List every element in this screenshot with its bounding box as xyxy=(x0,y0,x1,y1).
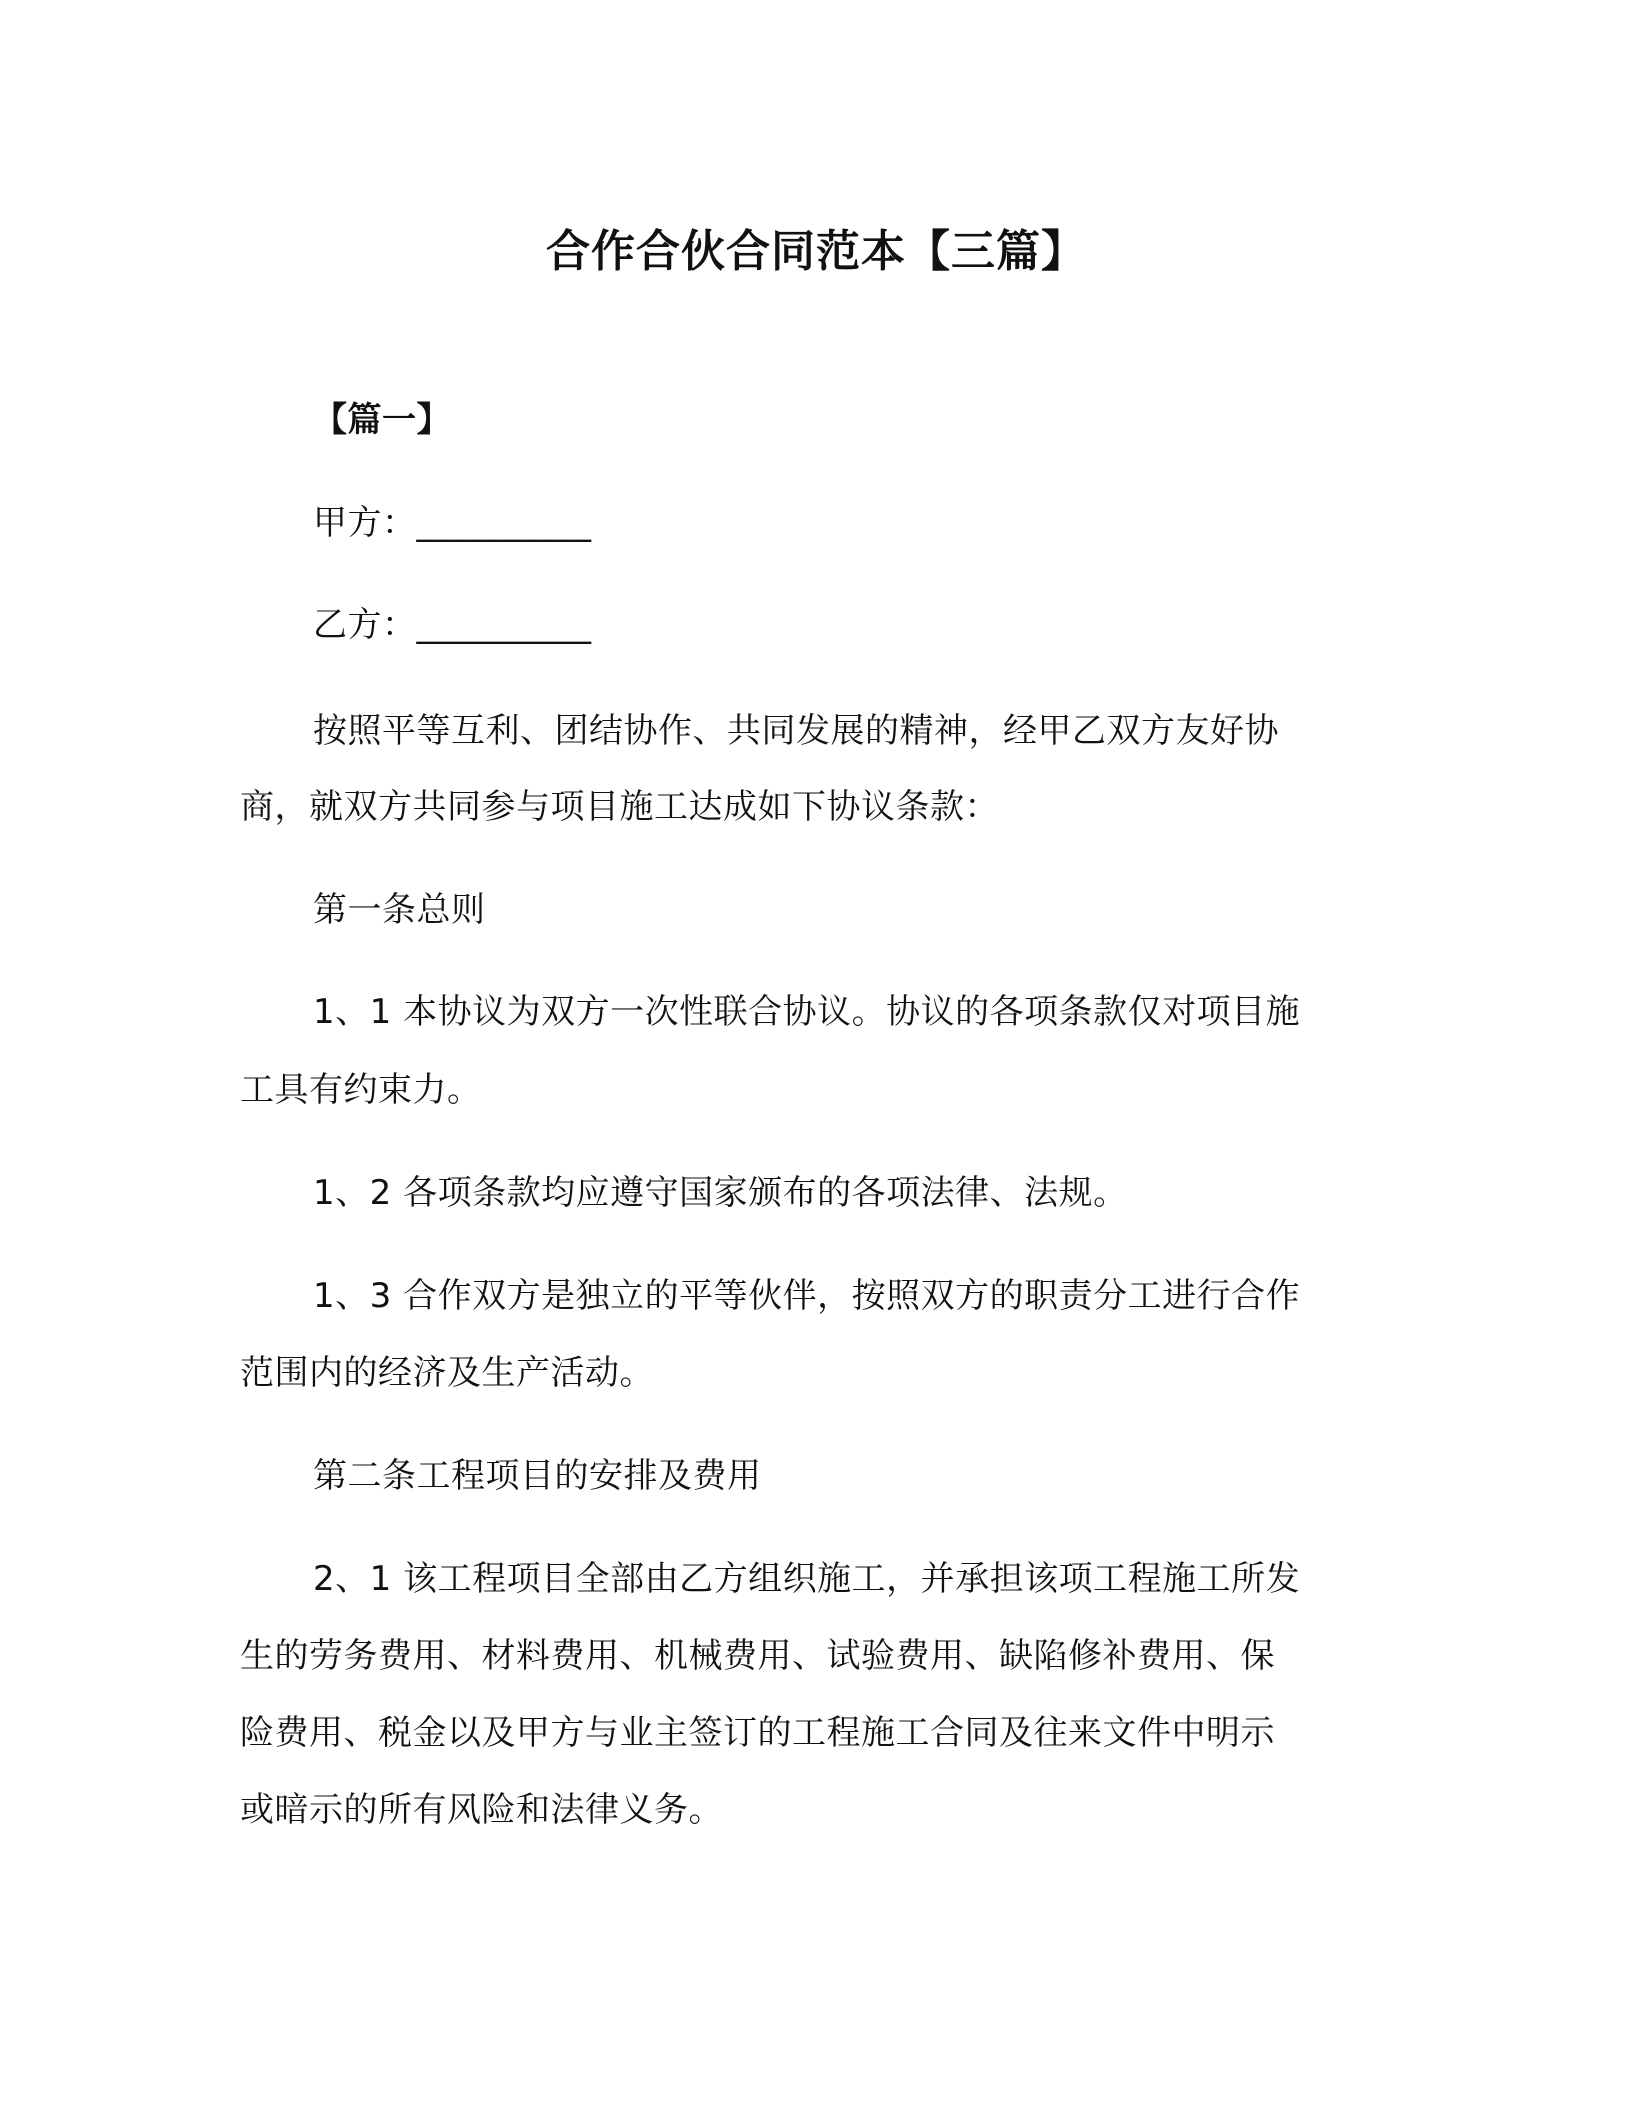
document-title: 合作合伙合同范本【三篇】 xyxy=(546,226,1086,277)
clause-1-2-line-1: 1、2 各项条款均应遵守国家颁布的各项法律、法规。 xyxy=(313,1173,1128,1213)
clause-1-1-line-1: 1、1 本协议为双方一次性联合协议。协议的各项条款仅对项目施 xyxy=(313,992,1301,1032)
party-b-line: 乙方：__________ xyxy=(313,605,592,645)
clause-1-3-line-1: 1、3 合作双方是独立的平等伙伴，按照双方的职责分工进行合作 xyxy=(313,1276,1301,1316)
article-2-heading: 第二条工程项目的安排及费用 xyxy=(313,1456,762,1496)
intro-line-1: 按照平等互利、团结协作、共同发展的精神，经甲乙双方友好协 xyxy=(313,711,1279,751)
clause-2-1-line-1: 2、1 该工程项目全部由乙方组织施工，并承担该项工程施工所发 xyxy=(313,1559,1301,1599)
clause-2-1-line-4: 或暗示的所有风险和法律义务。 xyxy=(240,1790,723,1830)
clause-1-1-line-2: 工具有约束力。 xyxy=(240,1070,482,1110)
clause-2-1-line-3: 险费用、税金以及甲方与业主签订的工程施工合同及往来文件中明示 xyxy=(240,1713,1275,1753)
clause-2-1-line-2: 生的劳务费用、材料费用、机械费用、试验费用、缺陷修补费用、保 xyxy=(240,1636,1275,1676)
party-a-line: 甲方：__________ xyxy=(313,503,592,543)
clause-1-3-line-2: 范围内的经济及生产活动。 xyxy=(240,1353,654,1393)
article-1-heading: 第一条总则 xyxy=(313,890,486,930)
intro-line-2: 商，就双方共同参与项目施工达成如下协议条款： xyxy=(240,787,999,827)
section-heading: 【篇一】 xyxy=(313,400,451,440)
